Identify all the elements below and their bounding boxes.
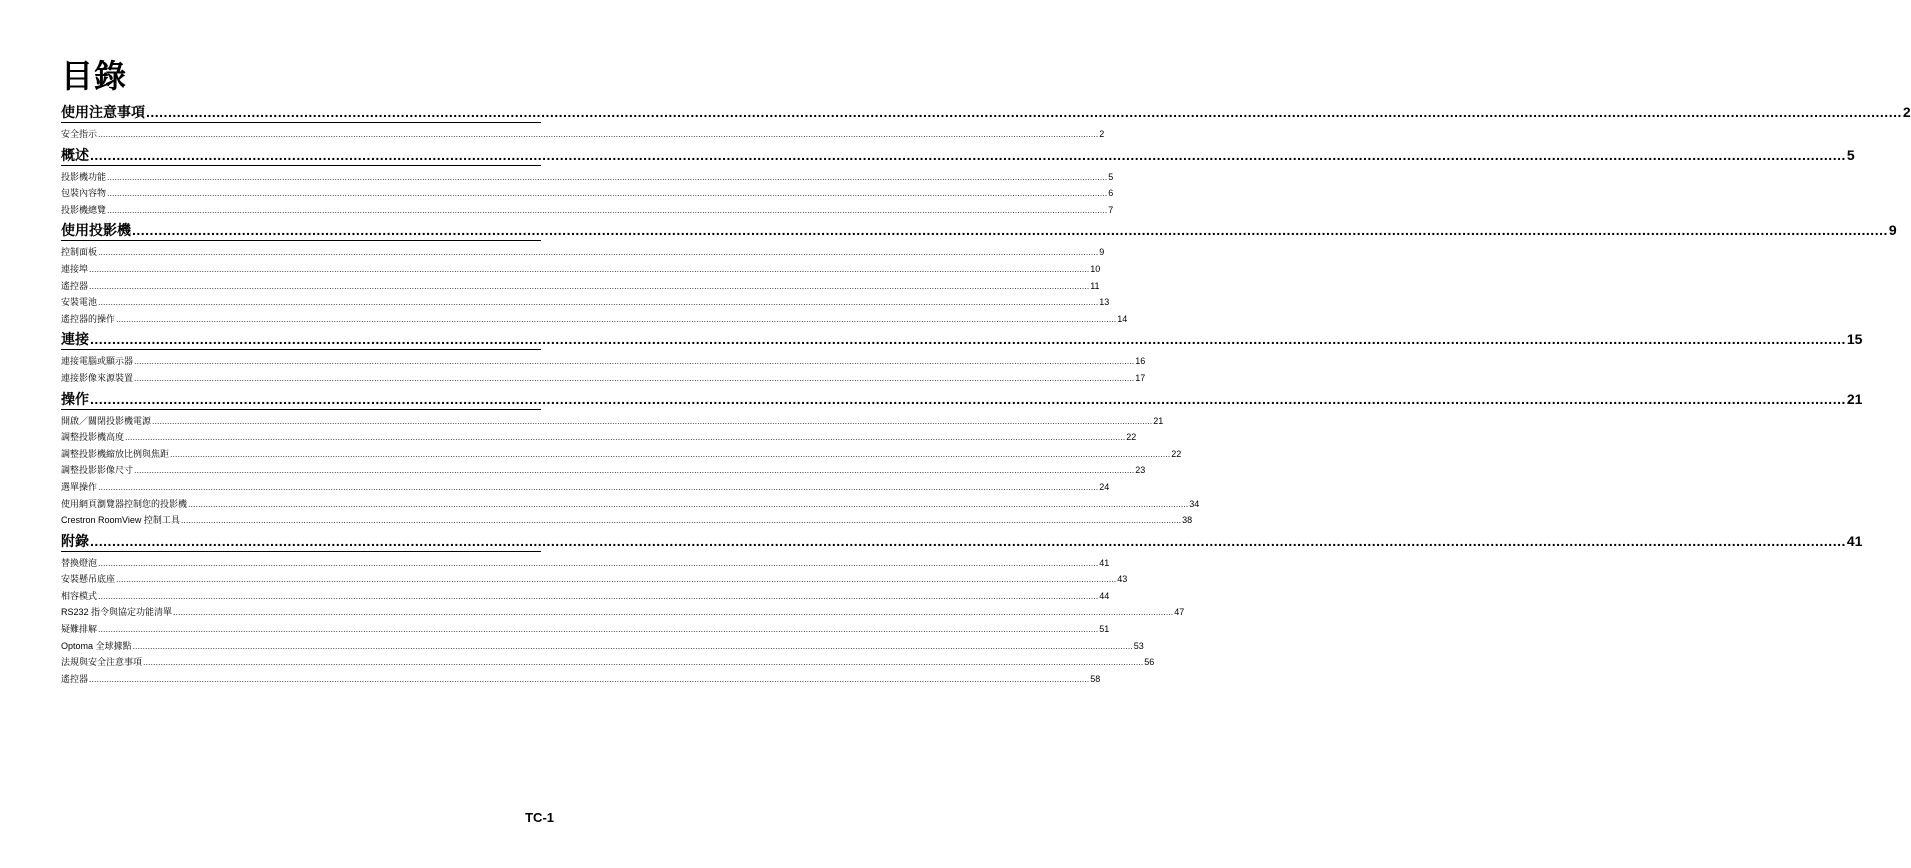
toc-section-page: 5 (1846, 146, 1855, 163)
toc-entry-page: 14 (1117, 313, 1128, 324)
dot-leader: ................................................................................................................................................................................................................................................................................................................................................................................................................ (107, 171, 1108, 182)
toc-entry-page: 10 (1090, 263, 1101, 274)
toc-section-title: 操作 (61, 391, 89, 408)
toc-entry-page: 16 (1135, 356, 1146, 367)
toc-section-page: 15 (1846, 331, 1863, 348)
toc-entry-page: 43 (1117, 574, 1128, 585)
toc-entry[interactable] (61, 185, 1114, 202)
toc-entry-page: 6 (1108, 188, 1114, 199)
toc-entry-title: 使用網頁瀏覽器控制您的投影機 (61, 498, 188, 509)
dot-leader: ................................................................................................................................................................................................................................................................................................................................................................................................................ (107, 204, 1108, 215)
toc-entry[interactable] (61, 555, 1110, 572)
section-divider (61, 165, 541, 166)
toc-entry[interactable] (61, 311, 1128, 328)
dot-leader: ................................................................................................................................................................................................................................................................................................................................................................................................................ (152, 415, 1153, 426)
dot-leader: ................................................................................................................................................................................................................................................................................................................................................................................................................ (180, 515, 1182, 526)
toc-section-heading[interactable] (61, 531, 1863, 551)
toc-entry-page: 56 (1144, 657, 1155, 668)
dot-leader: ................................................................................................................................................................................................................................................................................................................................................................................................................ (98, 297, 1099, 308)
toc-entry[interactable] (61, 671, 1101, 688)
toc-entry-title: 安裝電池 (61, 297, 98, 308)
toc-entry-title: 投影機功能 (61, 171, 107, 182)
toc-section-heading[interactable] (61, 220, 1897, 240)
toc-entry[interactable] (61, 496, 1200, 513)
toc-entry-title: 調整投影機高度 (61, 432, 125, 443)
toc-entry-title: 連接影像來源裝置 (61, 372, 134, 383)
toc-entry[interactable] (61, 370, 1146, 387)
dot-leader: ................................................................................................................................................................................................................................................................................................................................................................................................................ (134, 372, 1135, 383)
toc-entry[interactable] (61, 446, 1182, 463)
page-title: 目錄 (61, 57, 128, 95)
toc-entry-title: 連接埠 (61, 263, 89, 274)
toc-section-page: 9 (1888, 222, 1897, 239)
toc-entry-title: 安全指示 (61, 129, 98, 139)
section-divider (61, 240, 541, 241)
toc-entry[interactable] (61, 512, 1193, 529)
toc-section-title: 使用投影機 (61, 223, 131, 240)
toc-section (61, 220, 1897, 327)
dot-leader: ................................................................................................................................................................................................................................................................................................................................................................................................................ (125, 432, 1126, 443)
toc-entry-page: 22 (1171, 448, 1182, 459)
toc-entry-page: 34 (1189, 498, 1200, 509)
toc-entry-title: 控制面板 (61, 247, 98, 258)
toc-entry[interactable] (61, 294, 1110, 311)
dot-leader: ................................................................................................................................................................................................................................................................................................................................................................................................................ (98, 481, 1099, 492)
toc-entry[interactable] (61, 278, 1100, 295)
dot-leader: ................................................................................................................................................................................................................................................................................................................................................................................................................ (170, 448, 1171, 459)
toc-entry[interactable] (61, 604, 1185, 621)
toc-entry-page: 41 (1099, 557, 1110, 568)
toc-entry-page: 17 (1135, 372, 1146, 383)
dot-leader: ................................................................................................................................................................................................................................................................................................................................................................................................................ (173, 607, 1174, 618)
toc-entry-page: 44 (1099, 590, 1110, 601)
toc-section-title: 使用注意事項 (61, 105, 145, 121)
table-of-contents (61, 100, 1911, 687)
toc-entry-title: 遙控器 (61, 673, 89, 684)
dot-leader: ................................................................................................................................................................................................................................................................................................................................................................................................................ (188, 498, 1189, 509)
dot-leader: ................................................................................................................................................................................................................................................................................................................................................................................................................ (132, 222, 1888, 239)
toc-section (61, 329, 1863, 386)
toc-entry[interactable] (61, 588, 1110, 605)
toc-entry-page: 51 (1099, 624, 1110, 635)
toc-entry[interactable] (61, 202, 1114, 219)
toc-entry-title: 疑難排解 (61, 624, 98, 635)
dot-leader: ................................................................................................................................................................................................................................................................................................................................................................................................................ (98, 557, 1099, 568)
toc-section-heading[interactable] (61, 145, 1855, 165)
toc-entry-page: 7 (1108, 204, 1114, 215)
toc-entry[interactable] (61, 654, 1155, 671)
dot-leader: ................................................................................................................................................................................................................................................................................................................................................................................................................ (116, 313, 1117, 324)
toc-entry-title: 相容模式 (61, 590, 98, 601)
dot-leader: ................................................................................................................................................................................................................................................................................................................................................................................................................ (90, 390, 1846, 407)
dot-leader: ................................................................................................................................................................................................................................................................................................................................................................................................................ (90, 532, 1846, 549)
toc-section-page: 2 (1902, 104, 1911, 120)
toc-section-page: 41 (1846, 532, 1863, 549)
dot-leader: ................................................................................................................................................................................................................................................................................................................................................................................................................ (90, 146, 1846, 163)
toc-entry-page: 5 (1108, 171, 1114, 182)
dot-leader: ................................................................................................................................................................................................................................................................................................................................................................................................................ (116, 574, 1117, 585)
toc-entry-page: 24 (1099, 481, 1110, 492)
dot-leader: ................................................................................................................................................................................................................................................................................................................................................................................................................ (98, 247, 1099, 258)
dot-leader: ................................................................................................................................................................................................................................................................................................................................................................................................................ (107, 188, 1108, 199)
page-number: TC-1 (525, 810, 554, 825)
toc-entry-page: 2 (1099, 129, 1105, 139)
toc-entry-page: 38 (1182, 515, 1193, 526)
dot-leader: ................................................................................................................................................................................................................................................................................................................................................................................................................ (98, 624, 1099, 635)
toc-entry[interactable] (61, 571, 1128, 588)
toc-section-heading[interactable] (61, 389, 1863, 409)
section-divider (61, 551, 541, 552)
dot-leader: ................................................................................................................................................................................................................................................................................................................................................................................................................ (98, 129, 1099, 139)
toc-section-title: 概述 (61, 147, 89, 164)
toc-entry-page: 53 (1133, 640, 1144, 651)
toc-entry-page: 21 (1153, 415, 1164, 426)
toc-entry[interactable] (61, 261, 1101, 278)
toc-entry-page: 58 (1090, 673, 1101, 684)
toc-entry-title: 選單操作 (61, 481, 98, 492)
toc-entry-title: 遙控器的操作 (61, 313, 116, 324)
toc-section-title: 連接 (61, 332, 89, 349)
toc-section (61, 102, 1911, 143)
toc-entry[interactable] (61, 479, 1110, 496)
toc-entry-title: 安裝懸吊底座 (61, 574, 116, 585)
toc-entry[interactable] (61, 413, 1164, 430)
toc-entry-title: 調整投影影像尺寸 (61, 465, 134, 476)
toc-entry-title: 投影機總覽 (61, 204, 107, 215)
dot-leader: ................................................................................................................................................................................................................................................................................................................................................................................................................ (89, 673, 1090, 684)
toc-section (61, 145, 1855, 219)
toc-entry-title: Optoma 全球據點 (61, 640, 132, 651)
toc-entry-title: 法規與安全注意事項 (61, 657, 143, 668)
section-divider (61, 409, 541, 410)
toc-entry-title: 連接電腦或顯示器 (61, 356, 134, 367)
toc-entry[interactable] (61, 429, 1137, 446)
toc-entry[interactable] (61, 462, 1146, 479)
dot-leader: ................................................................................................................................................................................................................................................................................................................................................................................................................ (143, 657, 1144, 668)
toc-entry-title: 遙控器 (61, 280, 89, 291)
toc-entry-page: 11 (1090, 280, 1100, 291)
toc-entry[interactable] (61, 638, 1144, 655)
toc-section (61, 389, 1863, 529)
toc-entry-page: 22 (1126, 432, 1137, 443)
toc-entry[interactable] (61, 169, 1114, 186)
toc-entry-page: 13 (1099, 297, 1110, 308)
toc-entry-page: 9 (1099, 247, 1105, 258)
toc-section-title: 附錄 (61, 533, 89, 550)
toc-entry[interactable] (61, 353, 1146, 370)
toc-section (61, 531, 1863, 688)
toc-entry-title: 開啟／關閉投影機電源 (61, 415, 152, 426)
toc-entry[interactable] (61, 244, 1105, 261)
toc-section-heading[interactable] (61, 102, 1911, 122)
toc-entry-title: 替換燈泡 (61, 557, 98, 568)
dot-leader: ................................................................................................................................................................................................................................................................................................................................................................................................................ (134, 356, 1135, 367)
toc-entry-page: 47 (1174, 607, 1185, 618)
toc-entry-title: 調整投影機縮放比例與焦距 (61, 448, 170, 459)
toc-entry[interactable] (61, 621, 1110, 638)
toc-entry-title: Crestron RoomView 控制工具 (61, 515, 180, 526)
toc-entry[interactable] (61, 126, 1105, 143)
toc-section-page: 21 (1846, 390, 1863, 407)
toc-entry-page: 23 (1135, 465, 1146, 476)
section-divider (61, 349, 541, 350)
toc-entry-title: RS232 指令與協定功能清單 (61, 607, 173, 618)
dot-leader: ................................................................................................................................................................................................................................................................................................................................................................................................................ (134, 465, 1135, 476)
dot-leader: ................................................................................................................................................................................................................................................................................................................................................................................................................ (90, 331, 1846, 348)
dot-leader: ................................................................................................................................................................................................................................................................................................................................................................................................................ (89, 263, 1090, 274)
dot-leader: ................................................................................................................................................................................................................................................................................................................................................................................................................ (146, 104, 1902, 120)
dot-leader: ................................................................................................................................................................................................................................................................................................................................................................................................................ (98, 590, 1099, 601)
dot-leader: ................................................................................................................................................................................................................................................................................................................................................................................................................ (89, 280, 1090, 291)
dot-leader: ................................................................................................................................................................................................................................................................................................................................................................................................................ (132, 640, 1133, 651)
toc-entry-title: 包裝內容物 (61, 188, 107, 199)
toc-section-heading[interactable] (61, 329, 1863, 349)
